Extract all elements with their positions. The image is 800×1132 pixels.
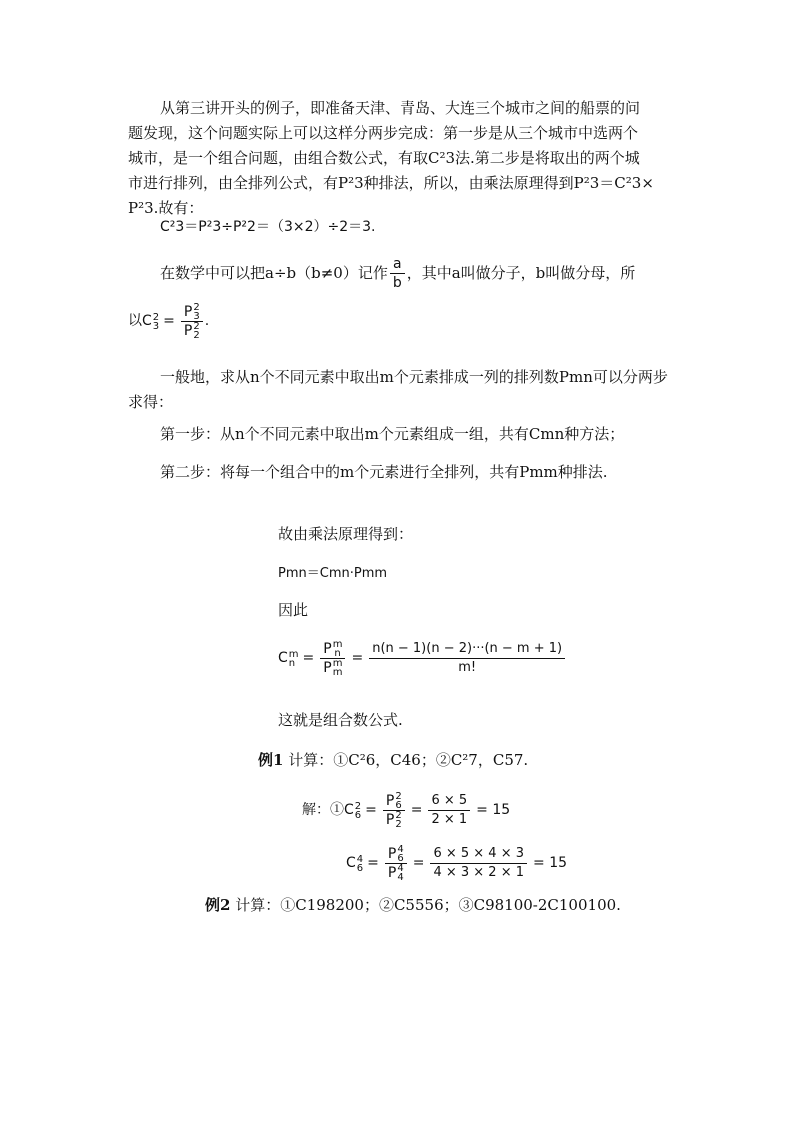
equals-sign: = [302, 650, 315, 666]
combination-formula [278, 640, 567, 677]
p-sup: m [332, 639, 343, 650]
c-sup: m [288, 648, 299, 660]
p-indices [193, 303, 199, 321]
fraction-denominator [385, 864, 407, 882]
derive-text: 故由乘法原理得到： [278, 525, 414, 543]
p-symbol: P [385, 793, 395, 809]
fraction-denominator: b [392, 275, 402, 291]
p-sub: m [332, 667, 343, 678]
c-sub: 6 [356, 862, 364, 874]
p-sup: 4 [397, 844, 404, 855]
fraction-numeric [430, 845, 527, 882]
intro-line-3: 城市，是一个组合问题，由组合数公式，有取C²3法.第二步是将取出的两个城 [128, 149, 640, 167]
p-sub: n [334, 648, 341, 659]
fraction-denominator: 2 × 1 [431, 812, 468, 827]
fraction-numerator [320, 640, 345, 659]
c-sub: 6 [354, 809, 362, 821]
intro-line-2: 题发现，这个问题实际上可以这样分两步完成：第一步是从三个城市中选两个 [128, 124, 639, 142]
period: . [204, 313, 210, 329]
solution-line-1 [302, 792, 510, 829]
p-indices [397, 845, 403, 863]
p-indices [333, 640, 343, 658]
c-sup: 4 [356, 853, 364, 865]
c-symbol: C [344, 802, 354, 818]
p-sup: 2 [193, 321, 200, 332]
p-sub: 2 [395, 819, 402, 830]
solution-label: 解：① [302, 802, 344, 818]
p-symbol: P [183, 304, 193, 320]
example-2-text: 计算：①C198200；②C5556；③C98100-2C100100. [235, 896, 621, 914]
notation-line-2 [128, 303, 209, 340]
result: = 15 [533, 855, 568, 871]
equals-sign: = [163, 313, 175, 329]
example-2-label: 例2 [205, 896, 231, 914]
p-symbol: P [387, 846, 397, 862]
example-1-label: 例1 [258, 751, 284, 769]
step-one: 第一步：从n个不同元素中取出m个元素组成一组，共有Cmn种方法； [160, 425, 625, 443]
derive-formula: Pmn＝Cmn·Pmm [278, 566, 388, 581]
p-symbol: P [183, 323, 193, 339]
fraction-pmn-over-pmm [320, 640, 345, 677]
p-sub: 6 [397, 853, 404, 864]
fraction-numerator: 6 × 5 × 4 × 3 [430, 845, 527, 864]
p-indices [395, 792, 401, 810]
equals-sign: = [410, 802, 423, 818]
fraction-denominator [320, 659, 345, 677]
result: = 15 [476, 802, 511, 818]
c-sup: 2 [152, 311, 160, 323]
c-indices [357, 855, 363, 873]
p-sub: 6 [395, 800, 402, 811]
p-indices [333, 659, 343, 677]
notation-line-1 [160, 255, 700, 292]
fraction-numerator: a [390, 255, 405, 274]
fraction-p64-over-p44 [385, 845, 407, 882]
fraction-denominator: 4 × 3 × 2 × 1 [433, 865, 525, 880]
p-sup: 2 [193, 302, 200, 313]
fraction-p62-over-p22 [383, 792, 405, 829]
p-indices [397, 864, 403, 882]
formula-caption: 这就是组合数公式. [278, 711, 403, 729]
c-symbol: C [346, 855, 356, 871]
c-symbol: C [278, 650, 288, 666]
equals-sign: = [351, 650, 364, 666]
c-symbol: C [142, 313, 152, 329]
p-sub: 3 [193, 311, 200, 322]
p-sup: 4 [397, 863, 404, 874]
p-indices [395, 811, 401, 829]
p-symbol: P [323, 660, 332, 676]
general-line-2: 求得： [128, 393, 174, 411]
example-1-text: 计算：①C²6，C46；②C²7，C57. [288, 751, 529, 769]
equation-c23: C²3＝P²3÷P²2＝（3×2）÷2＝3. [160, 219, 376, 235]
p-symbol: P [385, 812, 395, 828]
intro-line-5: P²3.故有： [128, 199, 204, 217]
fraction-numerator [385, 845, 407, 864]
fraction-denominator [181, 322, 203, 340]
fraction-numeric [428, 792, 470, 829]
intro-line-1: 从第三讲开头的例子，即准备天津、青岛、大连三个城市之间的船票的问 [160, 99, 641, 117]
therefore-text: 因此 [278, 601, 309, 619]
p-sup: 2 [395, 791, 402, 802]
equals-sign: = [412, 855, 425, 871]
p-sub: 2 [193, 330, 200, 341]
notation-prefix: 以 [128, 313, 142, 329]
p-sup: 2 [395, 810, 402, 821]
c-sup: 2 [354, 800, 362, 812]
fraction-numerator: 6 × 5 [428, 792, 470, 811]
example-1 [258, 748, 528, 773]
p-sup: m [332, 658, 343, 669]
fraction-numerator [383, 792, 405, 811]
equals-sign: = [365, 802, 377, 818]
general-line-1: 一般地，求从n个不同元素中取出m个元素排成一列的排列数Pmn可以分两步 [160, 368, 668, 386]
step-two: 第二步：将每一个组合中的m个元素进行全排列，共有Pmm种排法. [160, 463, 608, 481]
notation-text-after: ，其中a叫做分子，b叫做分母，所 [406, 264, 636, 282]
intro-line-4: 市进行排列，由全排列公式，有P²3种排法，所以，由乘法原理得到P²3＝C²3× [128, 174, 654, 192]
p-symbol: P [323, 641, 332, 657]
c-sub: 3 [152, 320, 160, 332]
fraction-denominator [383, 811, 405, 829]
fraction-denominator: m! [458, 660, 477, 675]
fraction-p32-over-p22 [181, 303, 203, 340]
p-indices [193, 322, 199, 340]
example-2 [205, 893, 621, 918]
equals-sign: = [367, 855, 379, 871]
c-sub: n [288, 657, 296, 669]
c-indices [153, 313, 159, 331]
c-indices [355, 802, 361, 820]
fraction-a-over-b [390, 255, 405, 292]
p-symbol: P [387, 865, 397, 881]
p-sub: 4 [397, 872, 404, 883]
c-indices [289, 650, 299, 668]
solution-line-2 [346, 845, 567, 882]
notation-text-before: 在数学中可以把a÷b（b≠0）记作 [160, 264, 388, 282]
intro-paragraph [128, 96, 688, 221]
general-paragraph [128, 365, 688, 415]
fraction-numerator [181, 303, 203, 322]
fraction-product-over-factorial [369, 640, 565, 677]
fraction-numerator: n(n − 1)(n − 2)···(n − m + 1) [369, 640, 565, 659]
